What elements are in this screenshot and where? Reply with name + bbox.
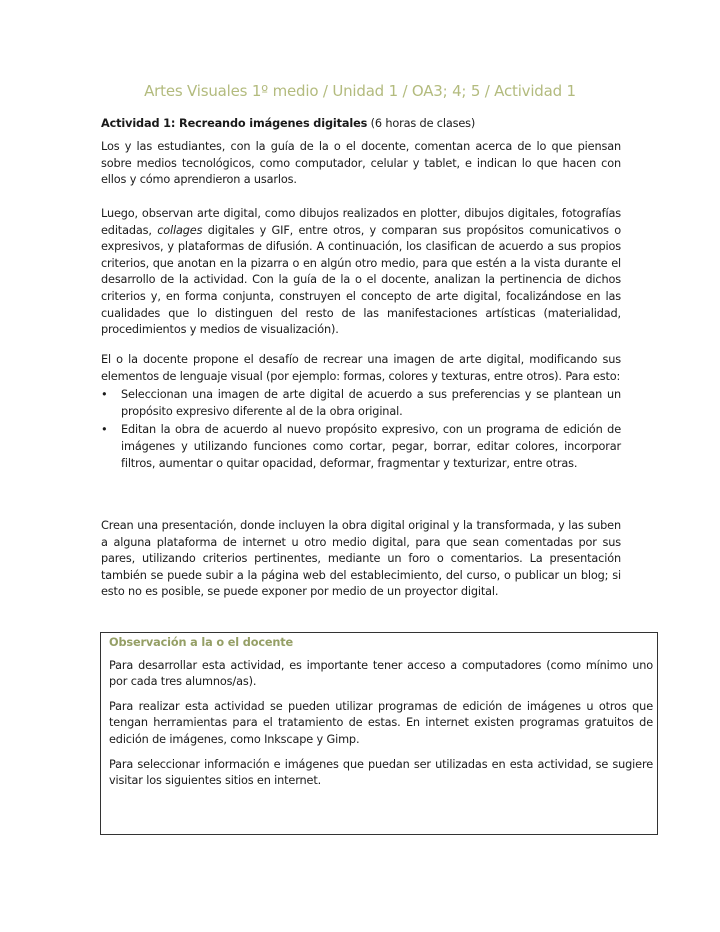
teacher-note-paragraph: Para realizar esta actividad se pueden utilizar programas de edición de imágenes u otros que tengan herramientas para el tratamiento de estas. En internet existen programas gratuitos de edición de imágenes, como Inkscape y Gimp. (109, 699, 653, 746)
paragraph-observe-part: digitales y GIF, entre otros, y comparan sus propósitos comunicativos o expresivos, y plataformas de difusión. A continuación, los clasifican de acuerdo a sus propios criterios, que anotan en la pizarra o en algún otro medio, para que estén a la vista durante el desarrollo de la actividad. Con la guía de la o el docente, analizan la pertinencia de dichos criterios y, en forma conjunta, construyen el concepto de arte digital, focalizándose en las cualidades que lo distinguen del resto de las manifestaciones artísticas (materialidad, procedimientos y medios de visualización). (101, 223, 622, 337)
activity-heading-bold: Actividad 1: Recreando imágenes digitales (101, 117, 368, 130)
list-item (101, 422, 621, 472)
list-item (101, 387, 621, 420)
page-header-title: Artes Visuales 1º medio / Unidad 1 / OA3; 4; 5 / Actividad 1 (144, 82, 576, 100)
list-item-text: Seleccionan una imagen de arte digital de acuerdo a sus preferencias y se plantean un propósito expresivo diferente al de la obra original. (121, 388, 621, 418)
steps-list (101, 387, 621, 472)
paragraph-intro: Los y las estudiantes, con la guía de la o el docente, comentan acerca de lo que piensan sobre medios tecnológicos, como computador, celular y tablet, e indican lo que hacen con ellos y cómo aprendieron a usarlos. (101, 140, 621, 187)
paragraph-observe (101, 206, 621, 339)
activity-heading (101, 116, 621, 133)
teacher-note-paragraph: Para desarrollar esta actividad, es importante tener acceso a computadores (como mínimo uno por cada tres alumnos/as). (109, 658, 653, 689)
paragraph-observe-part: Luego, observan arte digital, como dibujos realizados en plotter, dibujos digitales, fotografías editadas, (101, 207, 621, 237)
bullet-icon: • (101, 423, 108, 437)
bullet-icon: • (101, 388, 108, 402)
paragraph-challenge: El o la docente propone el desafío de recrear una imagen de arte digital, modificando sus elementos de lenguaje visual (por ejemplo: formas, colores y texturas, entre otros). Para esto: (101, 353, 621, 383)
teacher-note-heading: Observación a la o el docente (109, 636, 294, 649)
list-item-text: Editan la obra de acuerdo al nuevo propósito expresivo, con un programa de edición de imágenes y utilizando funciones como cortar, pegar, borrar, editar colores, incorporar filtros, aumentar o quitar opacidad, deformar, fragmentar y texturizar, entre otras. (121, 423, 621, 470)
teacher-note-box (100, 632, 658, 835)
paragraph-observe-emphasis: collages (157, 223, 203, 237)
paragraph-presentation: Crean una presentación, donde incluyen la obra digital original y la transformada, y las suben a alguna plataforma de internet u otro medio digital, para que sean comentadas por sus pares, utilizando criterios pertinentes, mediante un foro o comentarios. La presentación también se puede subir a la página web del establecimiento, del curso, o publicar un blog; si esto no es posible, se puede exponer por medio de un proyector digital. (101, 519, 621, 599)
activity-duration: (6 horas de clases) (367, 117, 476, 130)
teacher-note-paragraph: Para seleccionar información e imágenes que puedan ser utilizadas en esta actividad, se sugiere visitar los siguientes sitios en internet. (109, 757, 653, 788)
